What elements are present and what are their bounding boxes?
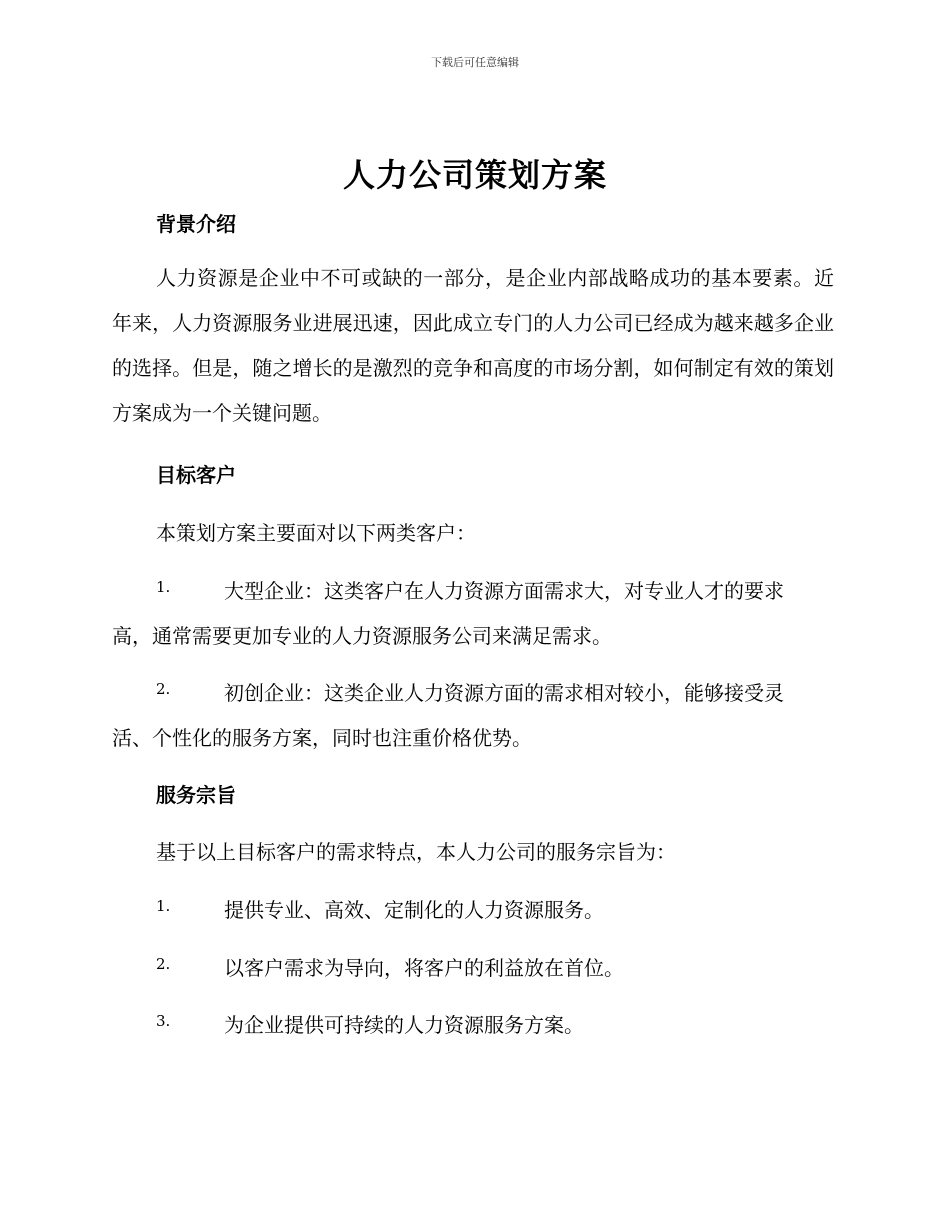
section-heading-target: 目标客户 bbox=[156, 463, 236, 487]
purpose-item-2-number: 2. bbox=[156, 955, 171, 973]
purpose-item-1-number: 1. bbox=[156, 897, 171, 915]
purpose-item-1-text: 提供专业、高效、定制化的人力资源服务。 bbox=[224, 898, 604, 922]
purpose-item-2-text: 以客户需求为导向，将客户的利益放在首位。 bbox=[224, 956, 624, 980]
background-paragraph: 人力资源是企业中不可或缺的一部分，是企业内部战略成功的基本要素。近年来，人力资源服务业进展迅速，因此成立专门的人力公司已经成为越来越多企业的选择。但是，随之增长的是激烈的竞争和高度的市场分割，如何制定有效的策划方案成为一个关键问题。 bbox=[112, 266, 834, 425]
target-intro: 本策划方案主要面对以下两类客户： bbox=[156, 521, 476, 545]
target-item-2-line1: 初创企业：这类企业人力资源方面的需求相对较小，能够接受灵 bbox=[224, 681, 784, 705]
purpose-item-3-number: 3. bbox=[156, 1012, 171, 1030]
target-item-1-line2: 高，通常需要更加专业的人力资源服务公司来满足需求。 bbox=[112, 624, 612, 648]
purpose-intro: 基于以上目标客户的需求特点，本人力公司的服务宗旨为： bbox=[156, 840, 676, 864]
purpose-item-3-text: 为企业提供可持续的人力资源服务方案。 bbox=[224, 1013, 584, 1037]
target-item-2-line2: 活、个性化的服务方案，同时也注重价格优势。 bbox=[112, 726, 532, 750]
section-heading-purpose: 服务宗旨 bbox=[156, 783, 236, 807]
section-heading-background: 背景介绍 bbox=[156, 212, 236, 236]
document-title: 人力公司策划方案 bbox=[342, 156, 607, 194]
target-item-1-number: 1. bbox=[156, 578, 171, 596]
target-item-1-line1: 大型企业：这类客户在人力资源方面需求大，对专业人才的要求 bbox=[224, 579, 784, 603]
header-note: 下载后可任意编辑 bbox=[431, 56, 519, 69]
target-item-2-number: 2. bbox=[156, 680, 171, 698]
